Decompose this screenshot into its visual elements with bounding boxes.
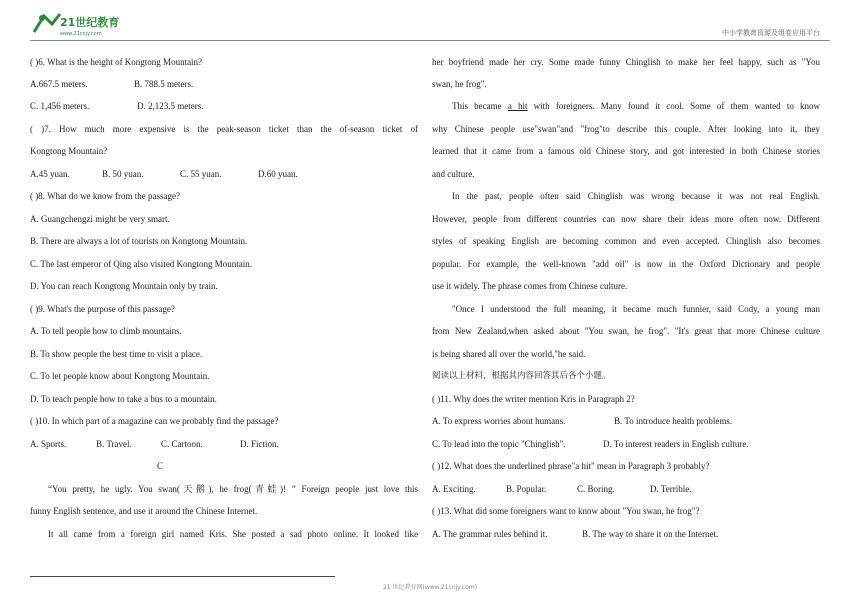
q12-option-a: A. Exciting. (432, 484, 476, 494)
q8-option-c: C. The last emperor of Qing also visited Kongtong Mountain. (30, 259, 253, 269)
passage-line-7: In the past, people often said Chinglish was wrong because it was not real English. (452, 191, 820, 201)
site-logo (30, 10, 120, 38)
question-10: ( )10. In which part of a magazine can we probably find the passage? (30, 416, 279, 426)
q9-option-a: A. To tell people how to climb mountains. (30, 326, 182, 336)
q10-options (30, 438, 279, 450)
platform-name: 中小学教育资源及组卷应用平台 (722, 29, 820, 37)
q7-option-c: C. 55 yuan. (180, 169, 222, 179)
question-7-line1: ( )7. How much more expensive is the peak-season ticket than the of-season ticket of (30, 124, 418, 134)
passage-line-9: styles of speaking English are becoming common and even accepted. Chinglish also becomes (432, 236, 820, 246)
question-7-line2: Kongtong Mountain? (30, 146, 108, 156)
q8-option-d: D. You can reach Kongtong Mountain only by train. (30, 281, 218, 291)
q12-option-c: C. Boring. (577, 484, 615, 494)
question-9: ( )9. What's the purpose of this passage? (30, 304, 175, 314)
passage-line-11: use it widely. The phrase comes from Chinese culture. (432, 281, 628, 291)
q13-options (432, 528, 718, 540)
q8-option-b: B. There are always a lot of tourists on Kongtong Mountain. (30, 236, 248, 246)
passage-c-p1-line1: “You pretty, he ugly. You swan(天鹅), he frog(青蛙)! ” Foreign people just love this (48, 484, 418, 494)
underlined-phrase-a-hit: a hit (507, 101, 528, 111)
q12-options (432, 483, 691, 495)
q11-option-d: D. To interest readers in English culture. (603, 439, 749, 449)
q13-option-b: B. The way to share it on the Internet. (582, 529, 719, 539)
q7-options (30, 168, 298, 180)
passage-line-8: However, people from different countries can now share their ideas more often now. Different (432, 214, 820, 224)
page-footer: 21 世纪教育网(www.21cnjy.com) (382, 584, 478, 591)
passage-line-1: her boyfriend made her cry. Some made funny Chinglish to make her feel happy, such as "You (432, 57, 820, 67)
header-divider (30, 40, 830, 41)
q9-option-c: C. To let people know about Kongtong Mountain. (30, 371, 210, 381)
question-8: ( )8. What do we know from the passage? (30, 191, 181, 201)
passage-c-p2-line1: It all came from a foreign girl named Kris. She posted a sad photo online. It looked like (48, 529, 418, 539)
passage-line-14: is being shared all over the world,"he said. (432, 349, 586, 359)
logo-url: www.21cnjy.com (60, 31, 102, 37)
q12-option-d: D. Terrible. (650, 484, 692, 494)
q7-option-a: A.45 yuan. (30, 169, 70, 179)
q10-option-a: A. Sports. (30, 439, 67, 449)
q11-option-b: B. To introduce health problems. (614, 416, 733, 426)
q6-options-row2 (30, 100, 204, 112)
q11-options-row1 (432, 415, 732, 427)
q6-option-b: B. 788.5 meters. (134, 79, 194, 89)
q9-option-d: D. To teach people how to take a bus to a mountain. (30, 394, 217, 404)
instruction-line: 阅读以上材料，根据其内容回答其后各个小题。 (432, 371, 611, 381)
passage-line-3-pre: This became (452, 101, 508, 111)
q6-option-c: C. 1,456 meters. (30, 101, 90, 111)
question-11: ( )11. Why does the writer mention Kris in Paragraph 2? (432, 394, 635, 404)
passage-c-p1-line2: funny English sentence, and use it around the Chinese Internet. (30, 506, 258, 516)
q11-options-row2 (432, 438, 749, 450)
q9-option-b: B. To show people the best time to visit a place. (30, 349, 203, 359)
passage-line-10: popular. For example, the well-known "add oil" is now in the Oxford Dictionary and people (432, 259, 820, 269)
passage-line-6: and culture. (432, 169, 475, 179)
footer-divider (30, 576, 335, 577)
q10-option-d: D. Fiction. (240, 439, 279, 449)
passage-line-2: swan, he frog". (432, 79, 487, 89)
q11-option-c: C. To lead into the topic "Chinglish". (432, 439, 566, 449)
q12-option-b: B. Popular. (506, 484, 547, 494)
q11-option-a: A. To express worries about humans. (432, 416, 566, 426)
q7-option-d: D.60 yuan. (258, 169, 298, 179)
q8-option-a: A. Guangchengzi might be very smart. (30, 214, 170, 224)
passage-line-5: learned that it came from a famous old Chinese story, and got interested in both Chinese stories (432, 146, 820, 156)
q10-option-c: C. Cartoon. (161, 439, 203, 449)
passage-line-12: "Once I understood the full meaning, it became much funnier, said Cody, a young man (452, 304, 820, 314)
q6-options-row1 (30, 78, 193, 90)
logo-text: 21世纪教育 (60, 16, 120, 29)
q6-option-a: A.667.5 meters. (30, 79, 88, 89)
passage-line-3 (432, 100, 820, 112)
question-6: ( )6. What is the height of Kongtong Mountain? (30, 57, 203, 67)
question-13: ( )13. What did some foreigners want to know about "You swan, he frog"? (432, 506, 700, 516)
section-label: C (156, 461, 163, 471)
q7-option-b: B. 50 yuan. (102, 169, 144, 179)
passage-line-3-post: with foreigners. Many found it cool. Some of them wanted to know (527, 101, 820, 111)
logo-icon (30, 10, 120, 38)
q10-option-b: B. Travel. (96, 439, 132, 449)
page-header (0, 0, 860, 40)
question-12: ( )12. What does the underlined phrase"a hit" mean in Paragraph 3 probably? (432, 461, 710, 471)
q13-option-a: A. The grammar rules behind it. (432, 529, 548, 539)
passage-line-4: why Chinese people use"swan"and "frog"to describe this couple. After looking into it, they (432, 124, 820, 134)
passage-line-13: from New Zealand,when asked about "You swan, he frog". "It's great that more Chinese culture (432, 326, 820, 336)
q6-option-d: D. 2,123.5 meters. (137, 101, 204, 111)
